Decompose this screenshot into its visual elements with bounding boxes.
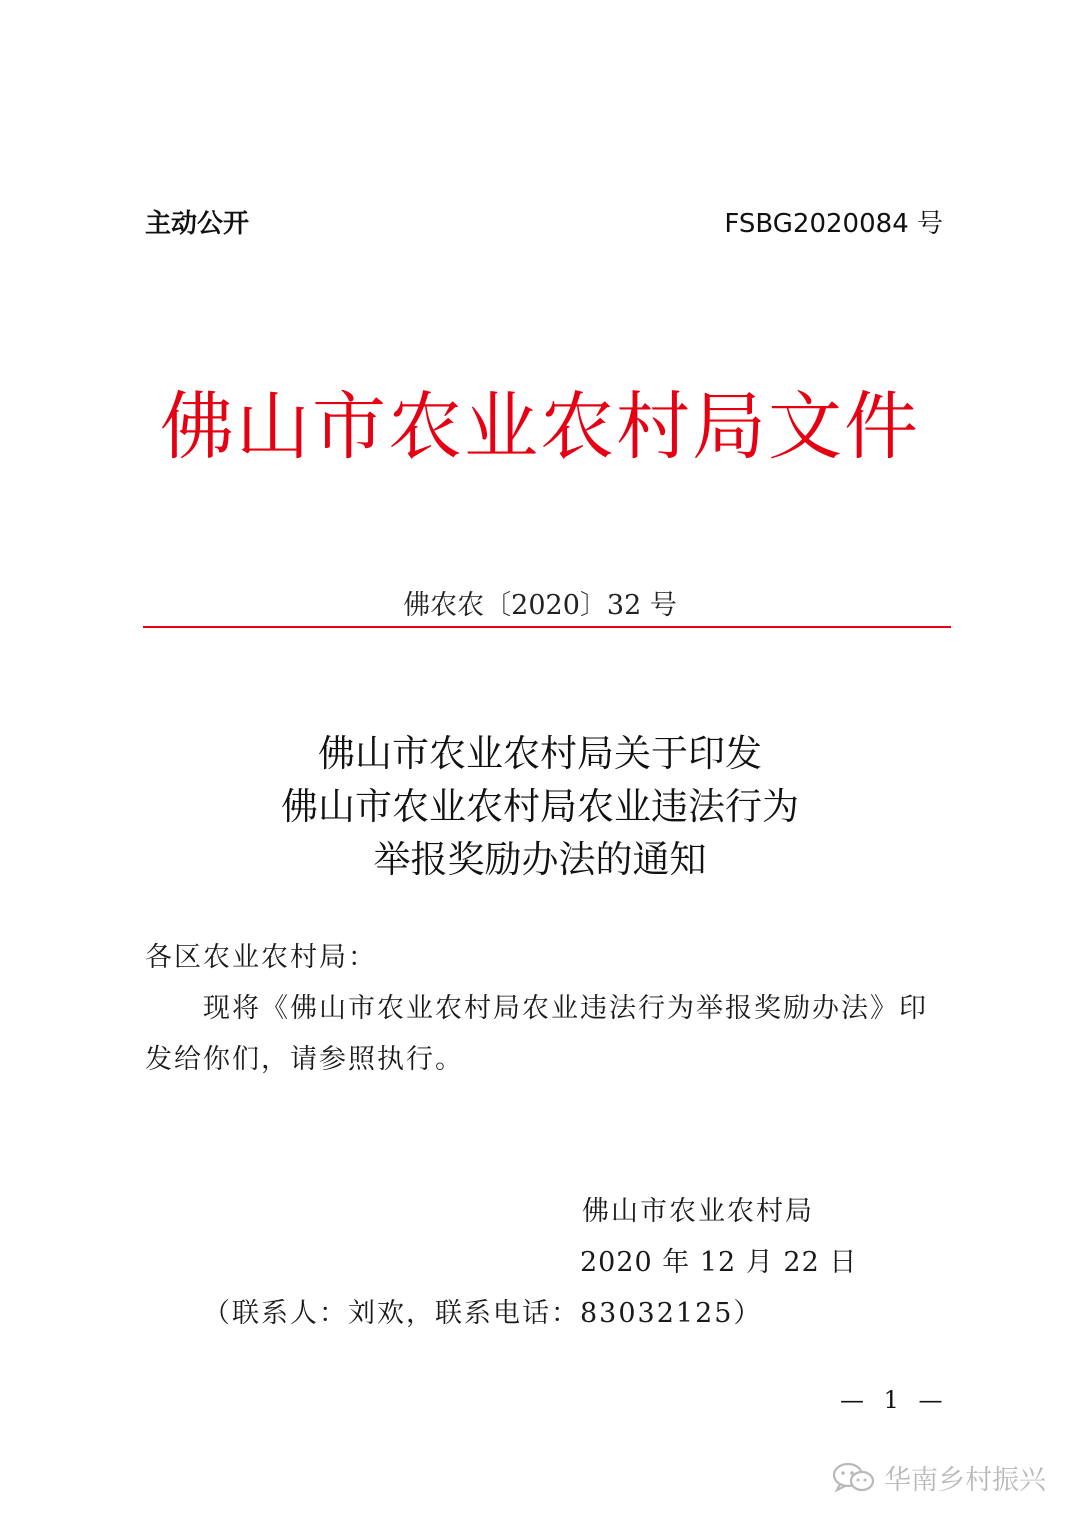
document-title-line-3: 举报奖励办法的通知 xyxy=(373,838,707,881)
issue-date: 2020 年 12 月 22 日 xyxy=(580,1247,858,1278)
document-title-line-2: 佛山市农业农村局农业违法行为 xyxy=(281,785,799,828)
body-paragraph-line-1: 现将《佛山市农业农村局农业违法行为举报奖励办法》印 xyxy=(203,993,928,1024)
masthead-title: 佛山市农业农村局文件 xyxy=(160,384,920,470)
red-divider xyxy=(143,626,951,628)
file-number: 佛农农〔2020〕32 号 xyxy=(403,590,677,621)
contact-info: （联系人：刘欢，联系电话：83032125） xyxy=(203,1298,763,1329)
document-code: FSBG2020084 号 xyxy=(724,209,943,239)
wechat-icon xyxy=(832,1462,876,1494)
document-title-line-1: 佛山市农业农村局关于印发 xyxy=(318,732,762,775)
body-paragraph-line-2: 发给你们，请参照执行。 xyxy=(145,1044,464,1075)
disclosure-label: 主动公开 xyxy=(145,209,250,239)
watermark-text: 华南乡村振兴 xyxy=(884,1465,1046,1496)
watermark xyxy=(832,1458,1046,1497)
salutation: 各区农业农村局： xyxy=(145,942,377,973)
issuer-signature: 佛山市农业农村局 xyxy=(582,1196,814,1227)
page-number: — 1 — xyxy=(840,1386,949,1414)
